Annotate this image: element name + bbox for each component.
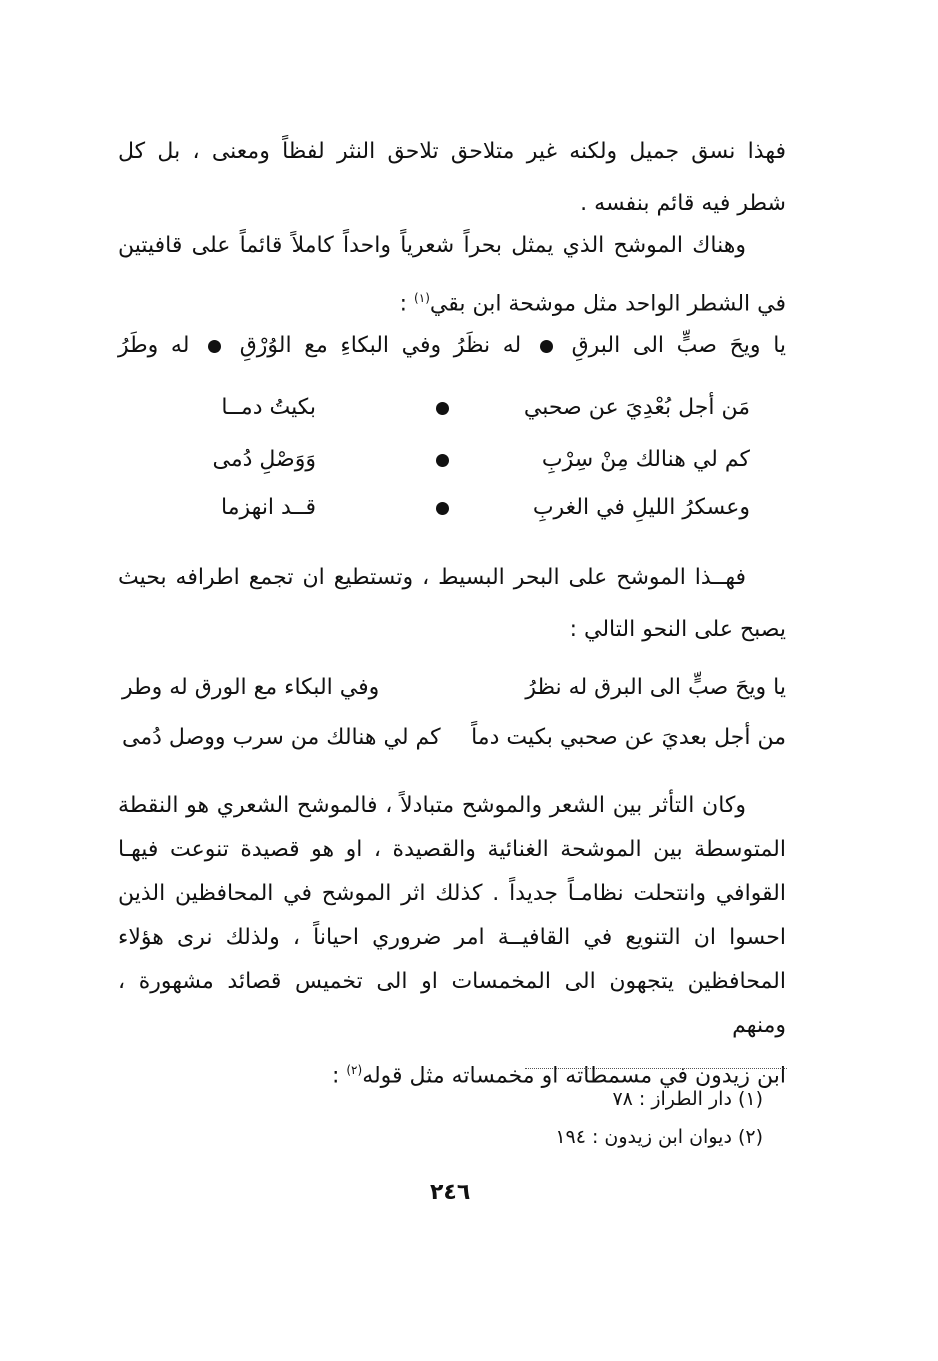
page-number: ٢٤٦ — [430, 1180, 471, 1205]
couplet-1-left: وفي البكاء مع الورق له وطر — [122, 675, 380, 700]
paragraph-1-line-1: فهذا نسق جميل ولكنه غير متلاحق تلاحق النثر لفظاً ومعنى ، بل كل — [118, 139, 786, 164]
paragraph-3-line-2: يصبح على النحو التالي : — [569, 617, 786, 642]
paragraph-4 — [118, 784, 786, 1098]
triplet-3-b: قــد انهزما — [221, 495, 316, 520]
paragraph-4-line-6-text: ابن زيدون في مسمطاته او مخمساته مثل قوله — [362, 1063, 786, 1089]
triplet-2-b: وَوَصْلِ دُمى — [212, 447, 316, 472]
bullet-dot-icon — [436, 454, 449, 467]
paragraph-2-line-2 — [118, 272, 786, 330]
triplet-1-b: بكيتُ دمــا — [221, 395, 316, 420]
paragraph-4-line-1: وكان التأثر بين الشعر والموشح متبادلاً ، فالموشح الشعري هو النقطة — [118, 793, 746, 818]
couplet-1-right: يا ويحَ صبٍّ الى البرق له نظرُ — [525, 675, 786, 700]
couplet-2-right: من أجل بعديَ عن صحبي بكيت دماً — [471, 725, 786, 750]
footnote-1: (١) دار الطراز : ٧٨ — [612, 1088, 763, 1110]
muwashshah-line — [118, 326, 786, 366]
paragraph-4-line-2: المتوسطة بين الموشحة الغنائية والقصيدة ، او هو قصيدة تنوعت فيهـا — [118, 837, 786, 862]
paragraph-3 — [118, 552, 786, 656]
paragraph-1-line-2: شطر فيه قائم بنفسه . — [580, 191, 786, 216]
bullet-dot-icon — [436, 402, 449, 415]
paragraph-2 — [118, 220, 786, 330]
paragraph-3-line-1: فهــذا الموشح على البحر البسيط ، وتستطيع ان تجمع اطرافه بحيث — [118, 565, 746, 590]
paragraph-4-line-5: المحافظين يتجهون الى المخمسات او الى تخميس قصائد مشهورة ، ومنهم — [118, 969, 786, 1038]
footnote-2: (٢) ديوان ابن زيدون : ١٩٤ — [555, 1126, 763, 1148]
paragraph-2-colon: : — [399, 291, 408, 317]
triplet-1-a: مَن أجل بُعْدِيَ عن صحبي — [523, 395, 750, 420]
bullet-dot-icon — [436, 502, 449, 515]
footnote-ref-1: (١) — [414, 291, 430, 305]
muwashshah-part-3: له وطَرُ — [118, 333, 190, 358]
triplet-2-a: كم لي هنالك مِنْ سِرْبِ — [541, 447, 750, 472]
paragraph-2-line-2-text: في الشطر الواحد مثل موشحة ابن بقي — [429, 291, 786, 317]
paragraph-4-line-3: القوافي وانتحلت نظامـاً جديداً . كذلك اثر الموشح في المحافظين الذين — [118, 881, 786, 906]
paragraph-2-line-1: وهناك الموشح الذي يمثل بحراً شعرياً واحداً كاملاً قائماً على قافيتين — [118, 233, 746, 258]
paragraph-1 — [118, 126, 786, 230]
footnote-ref-2: (٢) — [346, 1063, 363, 1077]
bullet-dot-icon — [540, 340, 553, 353]
paragraph-4-line-4: احسوا ان التنويع في القافيــة امر ضروري احياناً ، ولذلك نرى هؤلاء — [118, 925, 786, 950]
couplet-2-left: كم لي هنالك من سرب ووصل دُمى — [122, 725, 441, 750]
muwashshah-part-2: له نظَرُ وفي البكاءِ مع الوُرْقِ — [239, 333, 522, 358]
triplet-3-a: وعسكرُ الليلِ في الغربِ — [532, 495, 750, 520]
footnote-divider — [525, 1068, 787, 1069]
bullet-dot-icon — [208, 340, 221, 353]
paragraph-4-colon: : — [331, 1063, 340, 1089]
muwashshah-part-1: يا ويحَ صبٍّ الى البرقِ — [571, 333, 787, 358]
